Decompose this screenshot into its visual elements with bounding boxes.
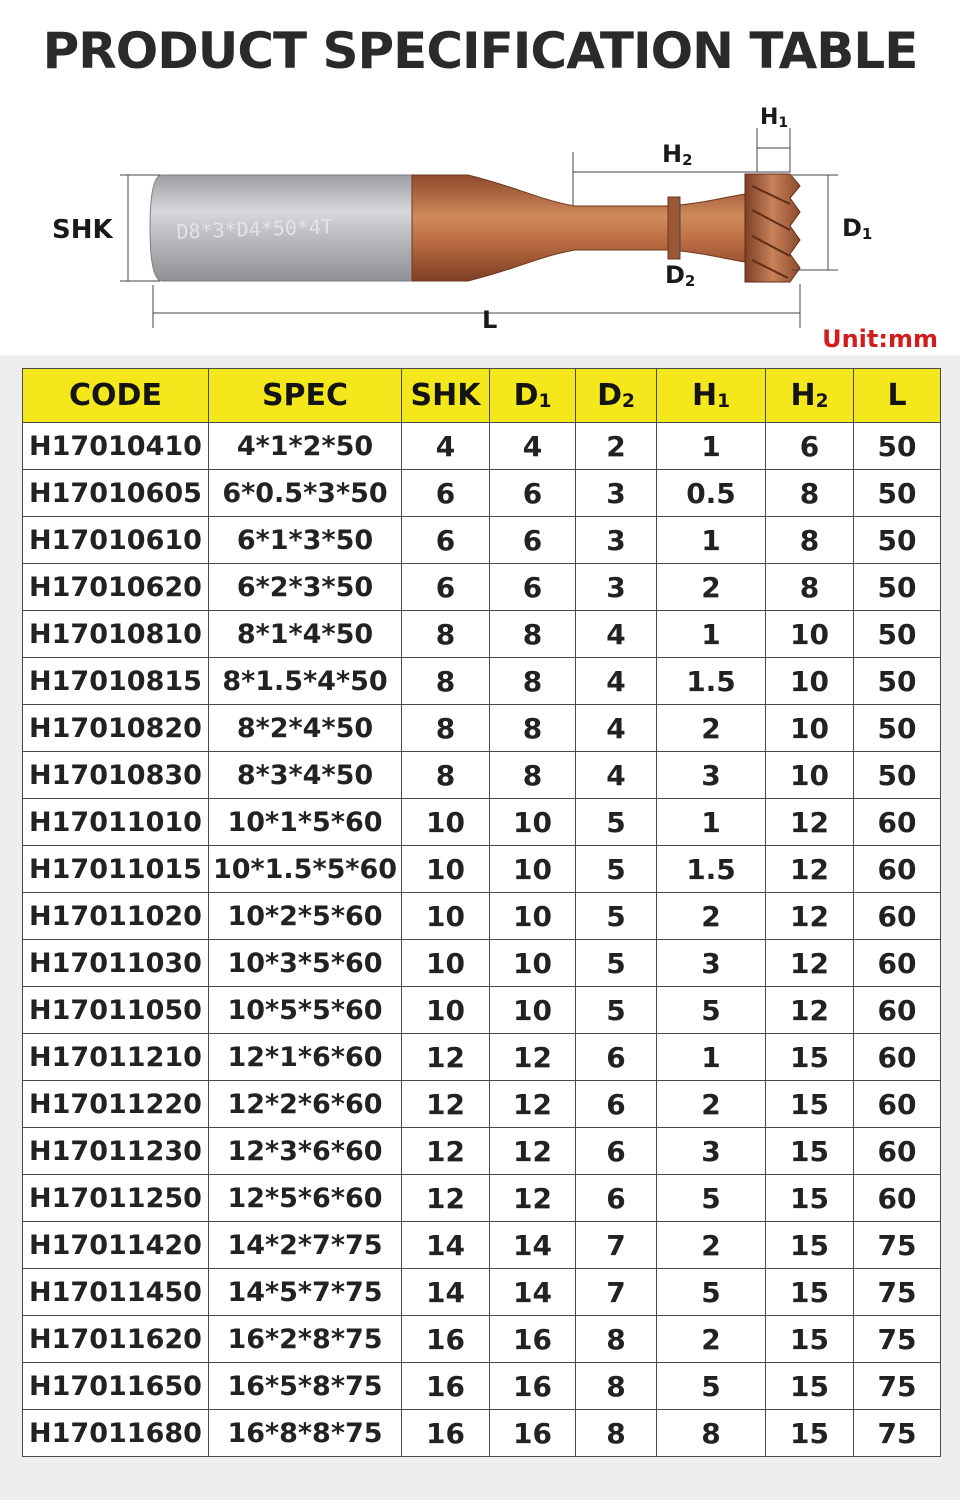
- cell-spec: 10*1.5*5*60: [209, 846, 402, 893]
- cell-l: 60: [854, 893, 941, 940]
- header-d1-text: D: [513, 378, 539, 413]
- cell-spec: 8*3*4*50: [209, 752, 402, 799]
- header-l-text: L: [887, 378, 907, 413]
- cell-shk: 12: [402, 1081, 490, 1128]
- cell-shk: 12: [402, 1128, 490, 1175]
- cell-code: H17011420: [23, 1222, 209, 1269]
- cell-spec: 14*5*7*75: [209, 1269, 402, 1316]
- cell-h1: 5: [657, 1269, 766, 1316]
- table-row: [23, 1363, 941, 1410]
- cell-h2: 10: [766, 752, 854, 799]
- header-spec: [209, 369, 402, 423]
- cell-shk: 16: [402, 1363, 490, 1410]
- cell-shk: 8: [402, 658, 490, 705]
- cell-h2: 15: [766, 1316, 854, 1363]
- cell-code: H17011010: [23, 799, 209, 846]
- cell-l: 50: [854, 611, 941, 658]
- cell-spec: 10*3*5*60: [209, 940, 402, 987]
- cell-code: H17011650: [23, 1363, 209, 1410]
- header-l: [854, 369, 941, 423]
- cell-d1: 8: [490, 658, 576, 705]
- d1-label: D1: [842, 214, 873, 243]
- cell-spec: 16*8*8*75: [209, 1410, 402, 1457]
- header-h1-text: H: [691, 378, 718, 413]
- cell-d1: 8: [490, 705, 576, 752]
- cell-h2: 10: [766, 611, 854, 658]
- cell-l: 50: [854, 658, 941, 705]
- table-row: [23, 1410, 941, 1457]
- table-row: [23, 705, 941, 752]
- cell-h1: 2: [657, 1081, 766, 1128]
- coated-neck: [412, 175, 745, 281]
- table-row: [23, 987, 941, 1034]
- cell-d1: 16: [490, 1410, 576, 1457]
- header-d1-subscript: 1: [538, 391, 552, 413]
- cell-code: H17010605: [23, 470, 209, 517]
- cell-code: H17011050: [23, 987, 209, 1034]
- cell-shk: 8: [402, 611, 490, 658]
- table-row: [23, 564, 941, 611]
- cell-d1: 12: [490, 1034, 576, 1081]
- cell-l: 50: [854, 752, 941, 799]
- header-code-text: CODE: [69, 378, 162, 413]
- neck-ring: [668, 197, 680, 259]
- cell-d1: 12: [490, 1128, 576, 1175]
- l-label: L: [482, 306, 498, 334]
- cell-code: H17011680: [23, 1410, 209, 1457]
- table-row: [23, 517, 941, 564]
- cell-h1: 8: [657, 1410, 766, 1457]
- cell-d1: 12: [490, 1175, 576, 1222]
- cell-d2: 5: [576, 799, 657, 846]
- cell-shk: 12: [402, 1034, 490, 1081]
- cell-d2: 7: [576, 1222, 657, 1269]
- cell-shk: 6: [402, 564, 490, 611]
- cell-h1: 5: [657, 1363, 766, 1410]
- cell-l: 75: [854, 1269, 941, 1316]
- header-d1: [490, 369, 576, 423]
- cell-spec: 10*1*5*60: [209, 799, 402, 846]
- cell-d1: 10: [490, 987, 576, 1034]
- cell-h2: 10: [766, 705, 854, 752]
- cell-l: 75: [854, 1316, 941, 1363]
- cell-l: 60: [854, 1128, 941, 1175]
- cell-h2: 12: [766, 799, 854, 846]
- cell-spec: 10*5*5*60: [209, 987, 402, 1034]
- cell-shk: 14: [402, 1222, 490, 1269]
- cell-d1: 4: [490, 423, 576, 470]
- cell-shk: 10: [402, 799, 490, 846]
- cell-h2: 12: [766, 987, 854, 1034]
- cell-shk: 14: [402, 1269, 490, 1316]
- cell-code: H17010620: [23, 564, 209, 611]
- cell-shk: 8: [402, 752, 490, 799]
- cell-spec: 6*2*3*50: [209, 564, 402, 611]
- header-h2: [766, 369, 854, 423]
- cell-h2: 15: [766, 1269, 854, 1316]
- cell-h1: 2: [657, 893, 766, 940]
- cell-d1: 10: [490, 846, 576, 893]
- cell-d2: 7: [576, 1269, 657, 1316]
- cell-spec: 12*3*6*60: [209, 1128, 402, 1175]
- cell-h1: 5: [657, 1175, 766, 1222]
- cell-d1: 14: [490, 1269, 576, 1316]
- table-row: [23, 1316, 941, 1363]
- spec-table-body: [23, 423, 941, 1457]
- cell-code: H17010610: [23, 517, 209, 564]
- cell-h1: 1: [657, 799, 766, 846]
- cell-shk: 12: [402, 1175, 490, 1222]
- cell-spec: 6*0.5*3*50: [209, 470, 402, 517]
- cell-h2: 15: [766, 1363, 854, 1410]
- cell-d1: 6: [490, 517, 576, 564]
- cell-h2: 12: [766, 940, 854, 987]
- cell-l: 75: [854, 1363, 941, 1410]
- cell-d2: 8: [576, 1410, 657, 1457]
- cell-l: 50: [854, 564, 941, 611]
- cell-h1: 1.5: [657, 658, 766, 705]
- cell-h1: 2: [657, 705, 766, 752]
- header-shk-text: SHK: [410, 378, 481, 413]
- cell-l: 75: [854, 1410, 941, 1457]
- cell-code: H17011210: [23, 1034, 209, 1081]
- spec-table-header: [23, 369, 941, 423]
- cell-h2: 12: [766, 893, 854, 940]
- cell-l: 50: [854, 423, 941, 470]
- header-d2-text: D: [597, 378, 622, 413]
- cell-d1: 16: [490, 1316, 576, 1363]
- cell-d2: 6: [576, 1128, 657, 1175]
- table-row: [23, 1269, 941, 1316]
- cell-d1: 6: [490, 470, 576, 517]
- cell-d2: 6: [576, 1175, 657, 1222]
- cell-d1: 10: [490, 893, 576, 940]
- cell-code: H17011620: [23, 1316, 209, 1363]
- table-row: [23, 846, 941, 893]
- cell-shk: 8: [402, 705, 490, 752]
- cell-l: 60: [854, 1081, 941, 1128]
- cell-d2: 2: [576, 423, 657, 470]
- cell-h1: 2: [657, 564, 766, 611]
- table-row: [23, 940, 941, 987]
- cell-spec: 8*2*4*50: [209, 705, 402, 752]
- cell-d2: 3: [576, 564, 657, 611]
- cell-d2: 4: [576, 705, 657, 752]
- cell-h2: 15: [766, 1175, 854, 1222]
- cell-h1: 3: [657, 940, 766, 987]
- table-row: [23, 423, 941, 470]
- cell-h2: 8: [766, 564, 854, 611]
- cell-spec: 12*2*6*60: [209, 1081, 402, 1128]
- cell-h2: 8: [766, 517, 854, 564]
- cell-d2: 5: [576, 987, 657, 1034]
- cell-d2: 4: [576, 611, 657, 658]
- cell-spec: 14*2*7*75: [209, 1222, 402, 1269]
- cell-h1: 1: [657, 517, 766, 564]
- cell-shk: 10: [402, 846, 490, 893]
- table-row: [23, 1034, 941, 1081]
- cell-h2: 15: [766, 1034, 854, 1081]
- cell-h1: 1: [657, 611, 766, 658]
- cell-d1: 8: [490, 611, 576, 658]
- cell-h1: 1.5: [657, 846, 766, 893]
- cell-h1: 3: [657, 1128, 766, 1175]
- cutting-head: [745, 174, 800, 282]
- cell-code: H17011450: [23, 1269, 209, 1316]
- unit-label: Unit:mm: [822, 325, 938, 353]
- cell-h2: 12: [766, 846, 854, 893]
- cell-d1: 6: [490, 564, 576, 611]
- cell-spec: 6*1*3*50: [209, 517, 402, 564]
- cell-shk: 10: [402, 940, 490, 987]
- cell-spec: 16*5*8*75: [209, 1363, 402, 1410]
- cell-shk: 16: [402, 1316, 490, 1363]
- cell-l: 60: [854, 940, 941, 987]
- table-row: [23, 470, 941, 517]
- cell-code: H17010810: [23, 611, 209, 658]
- shank-marking: D8*3*D4*50*4T: [176, 214, 334, 244]
- table-row: [23, 893, 941, 940]
- table-row: [23, 1081, 941, 1128]
- cell-d2: 4: [576, 752, 657, 799]
- cell-d1: 14: [490, 1222, 576, 1269]
- cell-l: 60: [854, 799, 941, 846]
- cell-code: H17011230: [23, 1128, 209, 1175]
- cell-l: 50: [854, 705, 941, 752]
- cell-code: H17011015: [23, 846, 209, 893]
- cell-spec: 8*1.5*4*50: [209, 658, 402, 705]
- cell-h2: 6: [766, 423, 854, 470]
- cell-spec: 4*1*2*50: [209, 423, 402, 470]
- cell-d2: 8: [576, 1363, 657, 1410]
- cell-h1: 1: [657, 1034, 766, 1081]
- cell-d2: 3: [576, 470, 657, 517]
- cell-d2: 6: [576, 1034, 657, 1081]
- h2-label: H2: [662, 140, 693, 169]
- cell-shk: 6: [402, 517, 490, 564]
- page-title: PRODUCT SPECIFICATION TABLE: [42, 22, 918, 80]
- table-row: [23, 1222, 941, 1269]
- cell-h1: 2: [657, 1316, 766, 1363]
- cell-d1: 8: [490, 752, 576, 799]
- cell-d2: 8: [576, 1316, 657, 1363]
- cell-d2: 3: [576, 517, 657, 564]
- cell-code: H17011020: [23, 893, 209, 940]
- cell-d1: 10: [490, 799, 576, 846]
- table-row: [23, 611, 941, 658]
- cell-l: 50: [854, 517, 941, 564]
- cell-code: H17010410: [23, 423, 209, 470]
- cell-spec: 8*1*4*50: [209, 611, 402, 658]
- cell-h1: 1: [657, 423, 766, 470]
- cell-spec: 12*5*6*60: [209, 1175, 402, 1222]
- header-h2-text: H: [790, 378, 816, 413]
- cell-d2: 5: [576, 846, 657, 893]
- table-row: [23, 752, 941, 799]
- cell-shk: 16: [402, 1410, 490, 1457]
- cell-code: H17011250: [23, 1175, 209, 1222]
- cell-h1: 5: [657, 987, 766, 1034]
- cell-d1: 12: [490, 1081, 576, 1128]
- table-row: [23, 658, 941, 705]
- header-h2-subscript: 2: [815, 391, 829, 413]
- cell-code: H17010815: [23, 658, 209, 705]
- cell-h2: 15: [766, 1128, 854, 1175]
- cell-l: 60: [854, 1175, 941, 1222]
- cell-l: 60: [854, 987, 941, 1034]
- cell-code: H17011030: [23, 940, 209, 987]
- cell-h2: 8: [766, 470, 854, 517]
- cell-d2: 5: [576, 940, 657, 987]
- cell-h2: 15: [766, 1081, 854, 1128]
- cell-shk: 10: [402, 987, 490, 1034]
- header-h1: [657, 369, 766, 423]
- header-d2-subscript: 2: [621, 391, 635, 413]
- table-row: [23, 1128, 941, 1175]
- cell-d1: 16: [490, 1363, 576, 1410]
- cell-l: 75: [854, 1222, 941, 1269]
- cell-spec: 10*2*5*60: [209, 893, 402, 940]
- cell-shk: 4: [402, 423, 490, 470]
- cell-h1: 0.5: [657, 470, 766, 517]
- cell-l: 60: [854, 1034, 941, 1081]
- header-code: [23, 369, 209, 423]
- cell-spec: 16*2*8*75: [209, 1316, 402, 1363]
- spec-table: [22, 368, 941, 1457]
- cell-d1: 10: [490, 940, 576, 987]
- cell-h2: 15: [766, 1222, 854, 1269]
- header-h1-subscript: 1: [717, 391, 731, 413]
- table-row: [23, 1175, 941, 1222]
- header-shk: [402, 369, 490, 423]
- cell-spec: 12*1*6*60: [209, 1034, 402, 1081]
- cell-h2: 15: [766, 1410, 854, 1457]
- cell-d2: 6: [576, 1081, 657, 1128]
- cell-d2: 4: [576, 658, 657, 705]
- cell-code: H17010820: [23, 705, 209, 752]
- header-d2: [576, 369, 657, 423]
- cutter-diagram: [0, 95, 960, 345]
- header-spec-text: SPEC: [261, 378, 349, 413]
- cell-l: 60: [854, 846, 941, 893]
- cell-d2: 5: [576, 893, 657, 940]
- h1-label: H1: [760, 105, 789, 131]
- cell-h1: 2: [657, 1222, 766, 1269]
- cell-code: H17011220: [23, 1081, 209, 1128]
- d2-label: D2: [665, 261, 696, 290]
- cell-shk: 6: [402, 470, 490, 517]
- cell-h2: 10: [766, 658, 854, 705]
- cell-l: 50: [854, 470, 941, 517]
- cell-h1: 3: [657, 752, 766, 799]
- header-row: [23, 369, 941, 423]
- shk-label: SHK: [52, 215, 113, 245]
- table-row: [23, 799, 941, 846]
- cell-shk: 10: [402, 893, 490, 940]
- cell-code: H17010830: [23, 752, 209, 799]
